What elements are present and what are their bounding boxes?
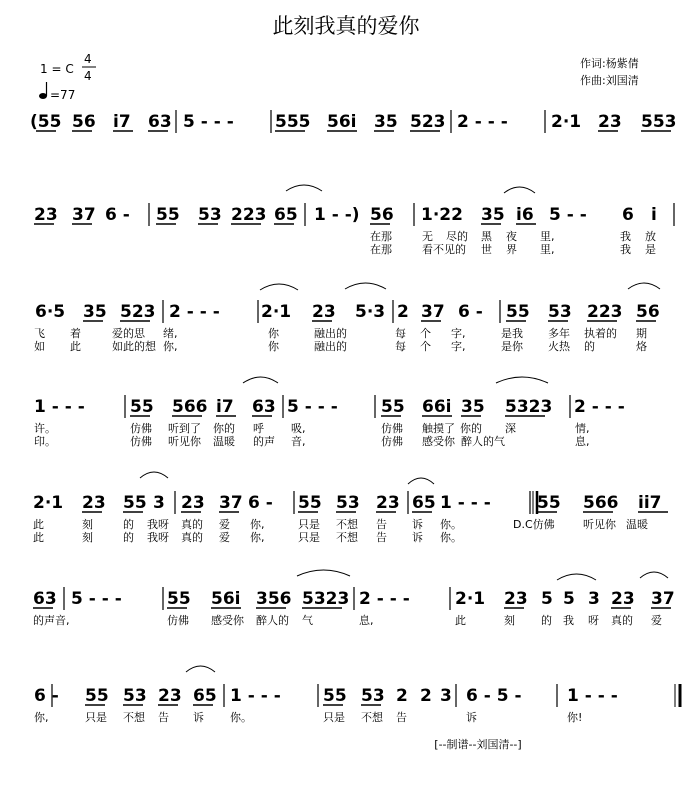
note-group: 1 - - - [567, 686, 618, 706]
lyric-verse-1: 爱 [651, 614, 662, 627]
note-group: 5·3 [355, 302, 386, 322]
lyric-verse-2: 字, [451, 340, 466, 353]
note-group: 37 [72, 205, 96, 225]
quarter-note-icon [39, 82, 47, 99]
note-group: 63 [148, 112, 172, 132]
lyricist-credit: 作词:杨紫倩 [580, 57, 639, 70]
lyric-verse-1: 你 [268, 327, 279, 340]
note-group: 6 - [248, 493, 273, 513]
note-group: 2·1 [261, 302, 292, 322]
note-group: 53 [123, 686, 147, 706]
lyric-verse-1: 你的 [460, 422, 482, 435]
lyric-verse-1: 融出的 [314, 327, 347, 340]
note-group: 37 [651, 589, 675, 609]
slur-arc [504, 187, 535, 193]
lyric-verse-1: 醉人的 [256, 614, 289, 627]
lyric-verse-2: 醉人的气 [461, 435, 505, 448]
lyric-verse-1: 只是 [298, 518, 320, 531]
note-group: 53 [361, 686, 385, 706]
note-group: 53 [336, 493, 360, 513]
note-group: 23 [376, 493, 400, 513]
lyric-verse-1: 不想 [361, 711, 383, 724]
note-group: 5323 [302, 589, 350, 609]
lyric-verse-2: 音, [291, 435, 306, 448]
note-group: 56 [636, 302, 660, 322]
note-group: 5 [541, 589, 553, 609]
note-group: 2 - - - [359, 589, 410, 609]
note-group: 23 [312, 302, 336, 322]
lyric-verse-1: 你。 [230, 711, 252, 724]
note-group: 55 [381, 397, 405, 417]
note-group: 23 [504, 589, 528, 609]
lyric-verse-1: 温暖 [626, 518, 648, 531]
slur-arc [260, 284, 298, 290]
lyric-verse-1: 放 [645, 230, 656, 243]
lyric-verse-1: 触摸了 [422, 422, 455, 435]
slur-arc [408, 478, 434, 484]
note-group: 1·22 [421, 205, 463, 225]
lyric-verse-2: 你, [163, 340, 178, 353]
lyric-verse-2: 真的 [181, 531, 203, 544]
note-group: 6 - 5 - [466, 686, 522, 706]
lyric-verse-2: 你 [268, 340, 279, 353]
slur-arc [640, 572, 668, 578]
note-group: 553 [641, 112, 677, 132]
note-group: 6 - [458, 302, 483, 322]
note-group: 6 - [105, 205, 130, 225]
note-group: 5 - - - [183, 112, 234, 132]
lyric-verse-2: 如 [34, 340, 45, 353]
lyric-verse-2: 不想 [336, 531, 358, 544]
slur-arc [243, 377, 278, 383]
lyric-verse-2: 界 [506, 243, 517, 256]
note-group: 37 [219, 493, 243, 513]
lyric-verse-1: 你。 [440, 518, 462, 531]
note-group: 55 [167, 589, 191, 609]
note-group: 2·1 [33, 493, 64, 513]
lyric-verse-1: 的 [541, 614, 552, 627]
note-group: 523 [120, 302, 156, 322]
note-group: 1 - - - [230, 686, 281, 706]
lyric-verse-1: 个 [420, 327, 431, 340]
lyric-verse-1: 在那 [370, 230, 392, 243]
note-group: 55 [123, 493, 147, 513]
lyric-verse-1: 我 [563, 614, 574, 627]
score-row-7 [34, 666, 680, 724]
score-row-2 [34, 185, 674, 256]
lyric-verse-1: 诉 [412, 518, 423, 531]
lyric-verse-2: 爱 [219, 531, 230, 544]
note-group: 65 [274, 205, 298, 225]
lyric-verse-2: 在那 [370, 243, 392, 256]
note-group: 35 [481, 205, 505, 225]
lyric-verse-2: 是你 [501, 340, 523, 353]
lyric-verse-1: D.C仿佛 [513, 518, 555, 531]
note-group: 55 [130, 397, 154, 417]
lyric-verse-2: 每 [395, 340, 406, 353]
lyric-verse-1: 你, [250, 518, 265, 531]
note-group: 65 [412, 493, 436, 513]
lyric-verse-1: 吸, [291, 422, 306, 435]
note-group: i7 [216, 397, 234, 417]
lyric-verse-1: 此 [33, 518, 44, 531]
song-title: 此刻我真的爱你 [272, 14, 420, 38]
lyric-verse-1: 情, [575, 422, 590, 435]
note-group: 1 - -) [314, 205, 360, 225]
lyric-verse-1: 只是 [323, 711, 345, 724]
note-group: 66i [422, 397, 452, 417]
lyric-verse-1: 无 [422, 230, 433, 243]
lyric-verse-1: 爱 [219, 518, 230, 531]
lyric-verse-1: 真的 [611, 614, 633, 627]
note-group: 223 [231, 205, 267, 225]
lyric-verse-2: 此 [70, 340, 81, 353]
lyric-verse-2: 的 [584, 340, 595, 353]
note-group: 5323 [505, 397, 553, 417]
lyric-verse-1: 不想 [123, 711, 145, 724]
lyric-verse-1: 的 [123, 518, 134, 531]
lyric-verse-1: 此 [455, 614, 466, 627]
lyric-verse-2: 听见你 [168, 435, 201, 448]
note-group: 5 - - [549, 205, 587, 225]
note-group: 5 [563, 589, 575, 609]
lyric-verse-1: 字, [451, 327, 466, 340]
score-row-1 [30, 110, 677, 133]
note-group: 2 [420, 686, 432, 706]
lyric-verse-1: 仿佛 [381, 422, 403, 435]
lyric-verse-1: 气 [302, 614, 313, 627]
note-group: 56i [327, 112, 357, 132]
lyric-verse-2: 你, [250, 531, 265, 544]
lyric-verse-2: 里, [540, 243, 555, 256]
note-group: 35 [374, 112, 398, 132]
note-group: 63 [252, 397, 276, 417]
lyric-verse-2: 个 [420, 340, 431, 353]
note-group: (55 [30, 112, 62, 132]
note-group: 65 [193, 686, 217, 706]
lyric-verse-1: 的声音, [33, 614, 70, 627]
lyric-verse-1: 诉 [193, 711, 204, 724]
note-group: 63 [33, 589, 57, 609]
note-group: 3 [153, 493, 165, 513]
note-group: 5 - - - [287, 397, 338, 417]
lyric-verse-1: 真的 [181, 518, 203, 531]
note-group: 566 [583, 493, 619, 513]
note-group: 53 [548, 302, 572, 322]
transcriber-credit: [--制谱--刘国清--] [434, 738, 522, 751]
note-group: 356 [256, 589, 292, 609]
score-row-3 [34, 283, 660, 353]
note-group: 23 [82, 493, 106, 513]
score-row-4 [34, 377, 625, 448]
lyric-verse-1: 爱的思 [112, 327, 145, 340]
note-group: 53 [198, 205, 222, 225]
slur-arc [140, 472, 168, 478]
lyric-verse-2: 融出的 [314, 340, 347, 353]
key-signature: 1 = C [40, 62, 74, 76]
lyric-verse-2: 看不见的 [422, 243, 466, 256]
note-group: 56 [72, 112, 96, 132]
lyric-verse-1: 飞 [34, 327, 45, 340]
lyric-verse-1: 尽的 [446, 230, 468, 243]
note-group: 523 [410, 112, 446, 132]
slur-arc [557, 574, 596, 580]
lyric-verse-2: 印。 [34, 435, 56, 448]
score-row-5 [33, 472, 668, 544]
lyric-verse-2: 我呀 [147, 531, 169, 544]
note-group: 3 [588, 589, 600, 609]
lyric-verse-1: 听见你 [583, 518, 616, 531]
note-group: 55 [298, 493, 322, 513]
note-group: 2 - - - [574, 397, 625, 417]
slur-arc [496, 377, 548, 383]
lyric-verse-2: 你。 [440, 531, 462, 544]
lyric-verse-1: 期 [636, 327, 647, 340]
note-group: 2·1 [455, 589, 486, 609]
slur-arc [286, 185, 322, 191]
lyric-verse-1: 仿佛 [167, 614, 189, 627]
note-group: 55 [156, 205, 180, 225]
note-group: 35 [83, 302, 107, 322]
lyric-verse-2: 的声 [253, 435, 275, 448]
time-signature-bottom: 4 [84, 69, 92, 83]
lyric-verse-2: 仿佛 [381, 435, 403, 448]
slur-arc [628, 283, 660, 289]
lyric-verse-2: 火热 [548, 340, 570, 353]
note-group: 2 - - - [169, 302, 220, 322]
lyric-verse-2: 世 [481, 243, 492, 256]
lyric-verse-1: 绪, [163, 327, 178, 340]
lyric-verse-2: 刻 [82, 531, 93, 544]
lyric-verse-1: 多年 [548, 327, 570, 340]
note-group: 23 [34, 205, 58, 225]
lyric-verse-2: 只是 [298, 531, 320, 544]
note-group: i [651, 205, 657, 225]
lyric-verse-1: 里, [540, 230, 555, 243]
note-group: 55 [323, 686, 347, 706]
lyric-verse-1: 你的 [213, 422, 235, 435]
note-group: 566 [172, 397, 208, 417]
lyric-verse-2: 如此的想 [112, 340, 156, 353]
lyric-verse-1: 你, [34, 711, 49, 724]
note-group: 56 [370, 205, 394, 225]
lyric-verse-1: 是我 [501, 327, 523, 340]
note-group: 2 [396, 686, 408, 706]
lyric-verse-2: 我 [620, 243, 631, 256]
lyric-verse-1: 告 [376, 518, 387, 531]
slur-arc [186, 666, 215, 672]
lyric-verse-1: 着 [70, 327, 81, 340]
lyric-verse-1: 许。 [34, 422, 56, 435]
note-group: 555 [275, 112, 311, 132]
note-group: 2 [397, 302, 409, 322]
note-group: 23 [158, 686, 182, 706]
lyric-verse-2: 仿佛 [130, 435, 152, 448]
note-group: 2 - - - [457, 112, 508, 132]
lyric-verse-1: 黑 [481, 230, 492, 243]
lyric-verse-1: 告 [158, 711, 169, 724]
lyric-verse-1: 你! [567, 711, 583, 724]
slur-arc [297, 570, 350, 576]
note-group: 223 [587, 302, 623, 322]
note-group: i7 [113, 112, 131, 132]
note-group: 23 [611, 589, 635, 609]
lyric-verse-2: 诉 [412, 531, 423, 544]
lyric-verse-1: 仿佛 [130, 422, 152, 435]
lyric-verse-2: 感受你 [422, 435, 455, 448]
composer-credit: 作曲:刘国清 [580, 74, 639, 87]
lyric-verse-1: 只是 [85, 711, 107, 724]
note-group: 56i [211, 589, 241, 609]
lyric-verse-1: 感受你 [211, 614, 244, 627]
lyric-verse-1: 呀 [588, 614, 599, 627]
lyric-verse-1: 告 [396, 711, 407, 724]
lyric-verse-2: 息, [575, 435, 590, 448]
note-group: 2·1 [551, 112, 582, 132]
lyric-verse-2: 告 [376, 531, 387, 544]
lyric-verse-1: 深 [505, 422, 516, 435]
note-group: 6 [622, 205, 634, 225]
note-group: 1 - - - [34, 397, 85, 417]
score-row-6 [33, 570, 675, 627]
lyric-verse-1: 息, [359, 614, 374, 627]
lyric-verse-2: 此 [33, 531, 44, 544]
note-group: 35 [461, 397, 485, 417]
lyric-verse-1: 听到了 [168, 422, 201, 435]
lyric-verse-2: 烙 [636, 340, 647, 353]
lyric-verse-1: 夜 [506, 230, 517, 243]
lyric-verse-1: 呼 [253, 422, 264, 435]
note-group: 5 - - - [71, 589, 122, 609]
slur-arc [345, 283, 386, 289]
lyric-verse-1: 不想 [336, 518, 358, 531]
note-group: 55 [85, 686, 109, 706]
lyric-verse-2: 的 [123, 531, 134, 544]
note-group: 37 [421, 302, 445, 322]
note-group: i6 [516, 205, 534, 225]
lyric-verse-1: 我呀 [147, 518, 169, 531]
lyric-verse-1: 诉 [466, 711, 477, 724]
note-group: 23 [181, 493, 205, 513]
note-group: 1 - - - [440, 493, 491, 513]
note-group: ii7 [638, 493, 662, 513]
lyric-verse-1: 每 [395, 327, 406, 340]
note-group: 23 [598, 112, 622, 132]
lyric-verse-2: 温暖 [213, 435, 235, 448]
note-group: 6·5 [35, 302, 66, 322]
lyric-verse-1: 执着的 [584, 327, 617, 340]
lyric-verse-1: 刻 [82, 518, 93, 531]
lyric-verse-2: 是 [645, 243, 656, 256]
note-group: 6 - [34, 686, 59, 706]
tempo-marking: =77 [50, 88, 76, 102]
note-group: 55 [537, 493, 561, 513]
note-group: 55 [506, 302, 530, 322]
lyric-verse-1: 我 [620, 230, 631, 243]
note-group: 3 [440, 686, 452, 706]
lyric-verse-1: 刻 [504, 614, 515, 627]
time-signature-top: 4 [84, 52, 92, 66]
